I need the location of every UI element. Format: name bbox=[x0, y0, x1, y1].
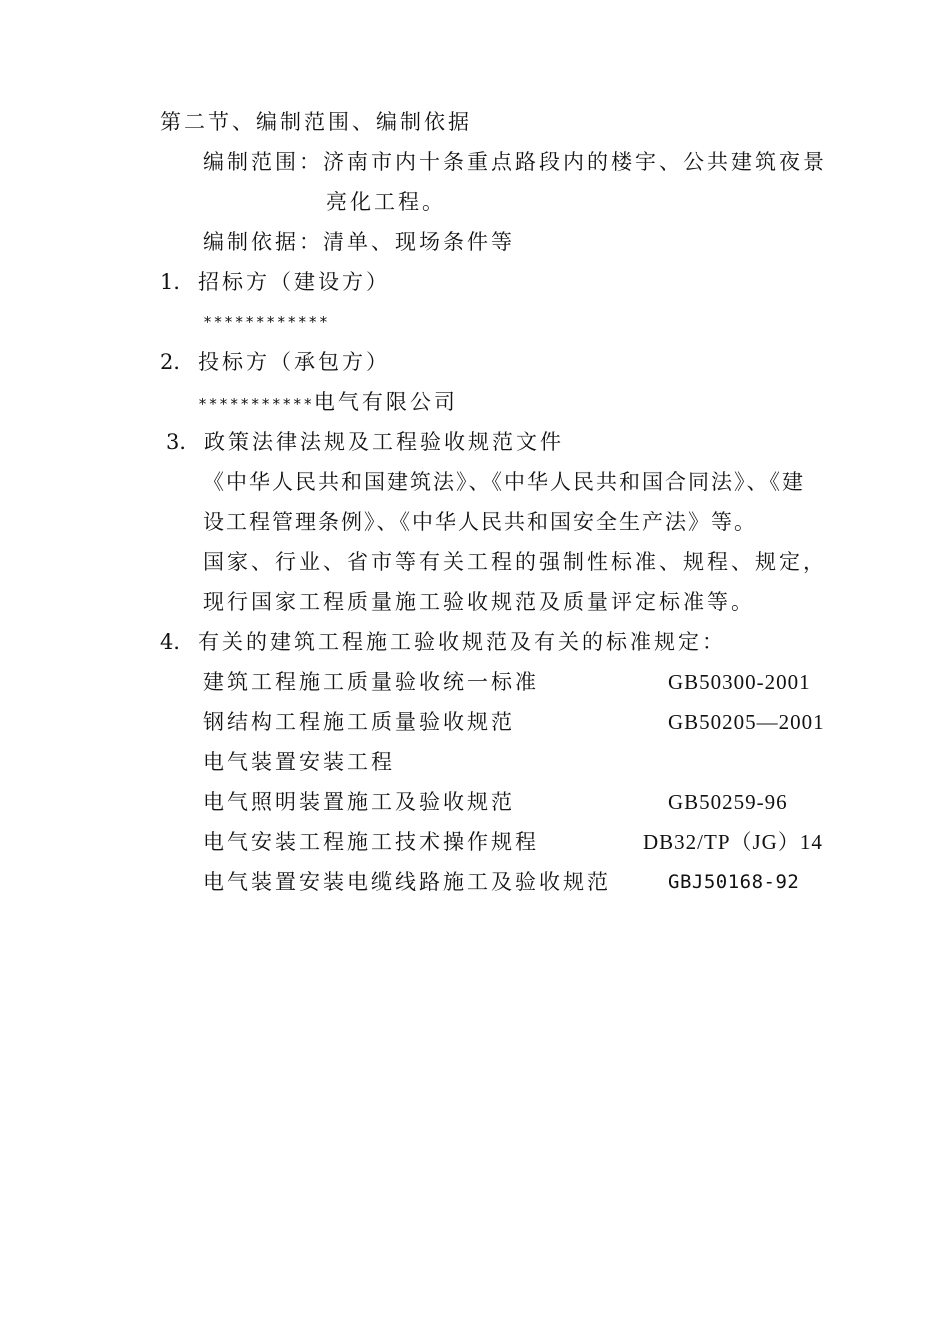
standard-code: DB32/TP（JG）14 bbox=[643, 830, 823, 854]
item-1-content: ************ bbox=[203, 313, 330, 331]
standard-code: GB50259-96 bbox=[668, 790, 788, 814]
standard-name: 钢结构工程施工质量验收规范 bbox=[203, 710, 515, 734]
standard-name: 电气装置安装工程 bbox=[203, 750, 395, 774]
item-4-heading-row bbox=[160, 628, 726, 656]
item-2-number: 2． bbox=[160, 350, 195, 374]
item-2-heading-row bbox=[160, 348, 390, 376]
item-3-heading-row bbox=[166, 428, 564, 456]
item-1-heading: 招标方（建设方） bbox=[198, 270, 390, 294]
basis-line: 编制依据：清单、现场条件等 bbox=[203, 230, 515, 254]
item-2-content-text: 电气有限公司 bbox=[313, 390, 458, 414]
item-4-number: 4． bbox=[160, 630, 195, 654]
standard-name: 电气安装工程施工技术操作规程 bbox=[203, 830, 539, 854]
standard-code: GBJ50168-92 bbox=[668, 871, 800, 893]
item-3-line-3: 国家、行业、省市等有关工程的强制性标准、规程、规定， bbox=[203, 550, 827, 574]
item-3-heading: 政策法律法规及工程验收规范文件 bbox=[204, 430, 564, 454]
item-4-heading: 有关的建筑工程施工验收规范及有关的标准规定： bbox=[198, 630, 726, 654]
section-title: 第二节、编制范围、编制依据 bbox=[160, 110, 472, 134]
item-2-heading: 投标方（承包方） bbox=[198, 350, 390, 374]
scope-line-2: 亮化工程。 bbox=[326, 190, 446, 214]
standard-code: GB50205—2001 bbox=[668, 710, 825, 734]
standard-name: 电气装置安装电缆线路施工及验收规范 bbox=[203, 870, 611, 894]
item-2-content-stars: *********** bbox=[198, 395, 314, 413]
standard-name: 电气照明装置施工及验收规范 bbox=[203, 790, 515, 814]
scope-line-1: 编制范围：济南市内十条重点路段内的楼宇、公共建筑夜景 bbox=[203, 150, 827, 174]
item-3-line-1: 《中华人民共和国建筑法》、《中华人民共和国合同法》、《建 bbox=[203, 470, 805, 494]
item-3-line-2: 设工程管理条例》、《中华人民共和国安全生产法》等。 bbox=[203, 510, 757, 534]
item-1-heading-row bbox=[160, 268, 390, 296]
item-3-number: 3． bbox=[166, 430, 201, 454]
item-3-line-4: 现行国家工程质量施工验收规范及质量评定标准等。 bbox=[203, 590, 755, 614]
standard-name: 建筑工程施工质量验收统一标准 bbox=[203, 670, 539, 694]
item-2-content bbox=[198, 388, 458, 418]
item-1-number: 1． bbox=[160, 270, 195, 294]
standard-code: GB50300-2001 bbox=[668, 670, 811, 694]
